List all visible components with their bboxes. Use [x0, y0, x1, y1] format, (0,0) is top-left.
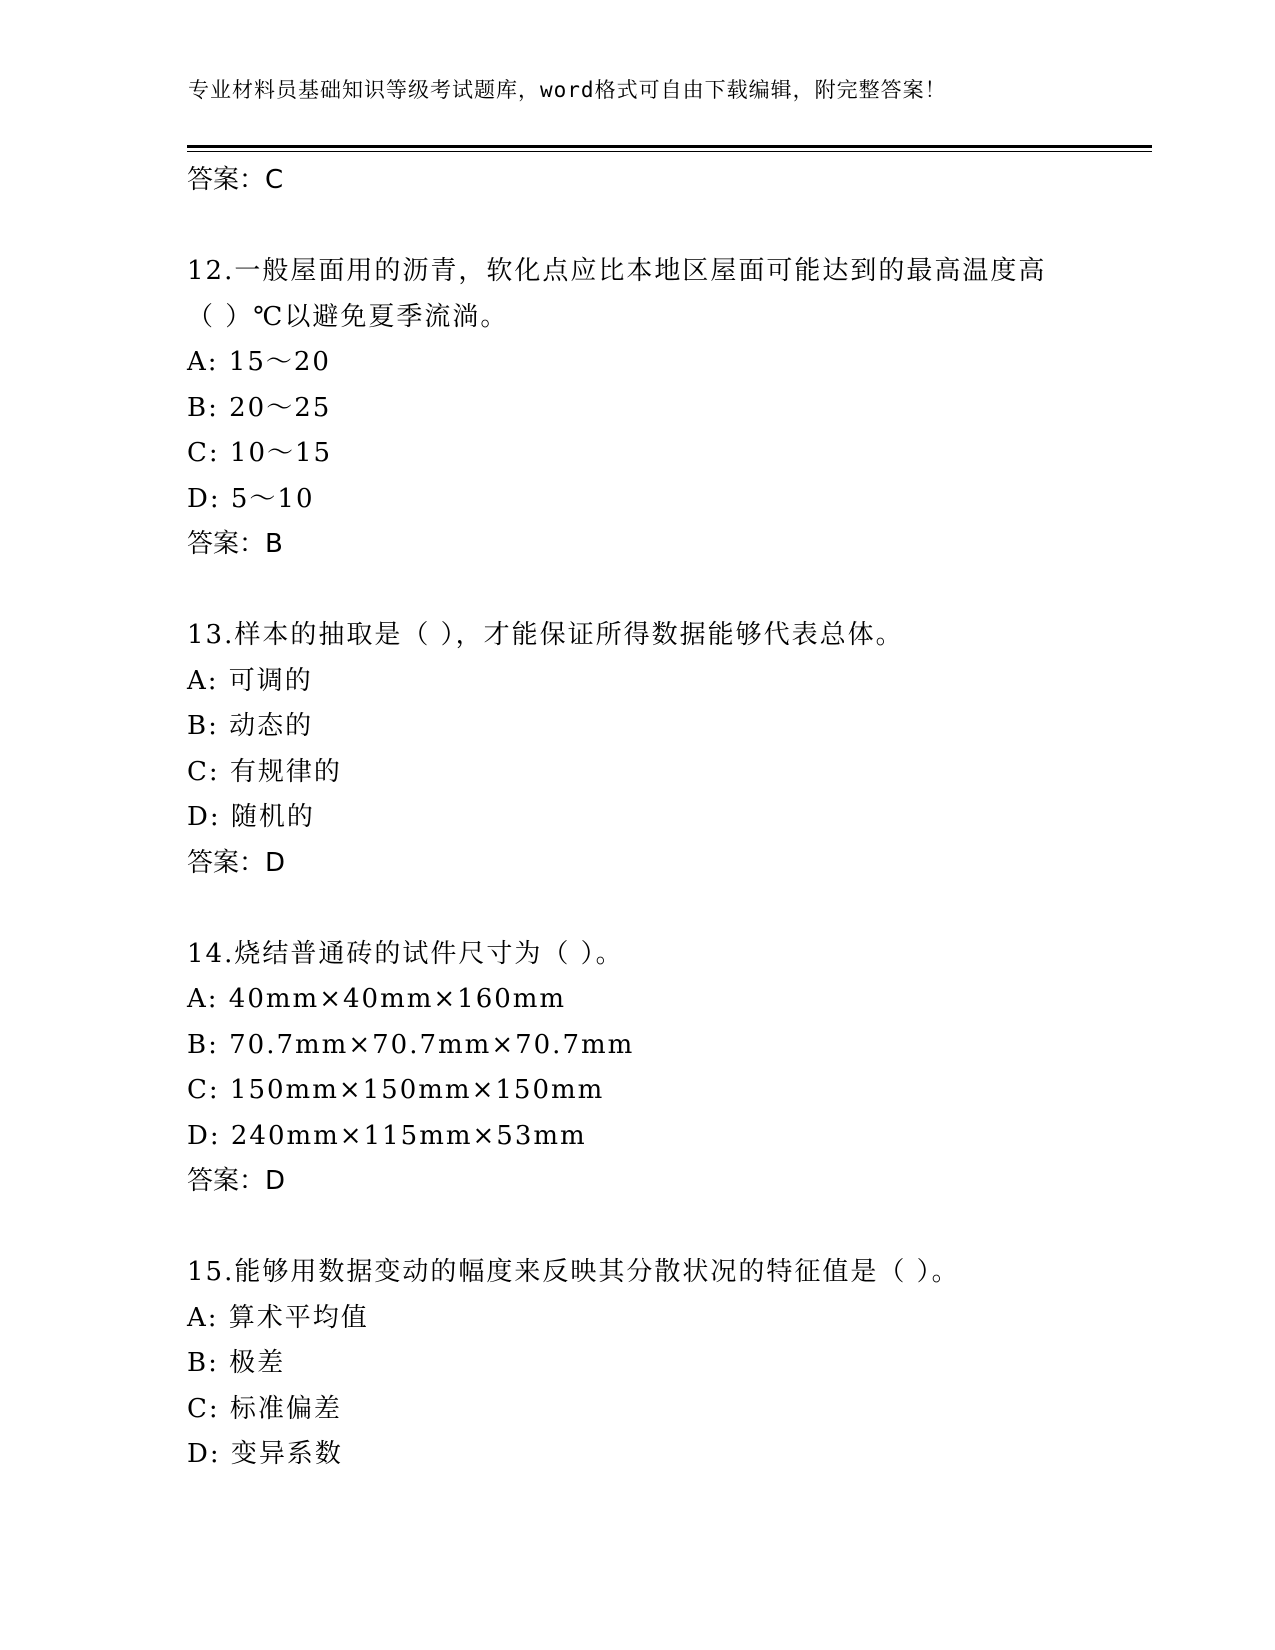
header-rule-thick — [187, 145, 1152, 148]
question-title: 14.烧结普通砖的试件尺寸为（ ）。 — [187, 938, 624, 969]
answer-label: 答案：B — [187, 529, 283, 559]
question-title-continued: （ ）℃以避免夏季流淌。 — [187, 301, 509, 332]
option-c: C: 标准偏差 — [187, 1393, 342, 1424]
option-c: C: 有规律的 — [187, 756, 342, 787]
spacer — [187, 204, 1117, 250]
option-a: A: 可调的 — [187, 665, 313, 696]
option-a: A: 算术平均值 — [187, 1302, 369, 1333]
question-list — [187, 158, 1117, 1478]
question-item — [187, 932, 1117, 1205]
spacer — [187, 886, 1117, 932]
question-item — [187, 1250, 1117, 1478]
option-c: C: 150mm×150mm×150mm — [187, 1075, 605, 1105]
page-header: 专业材料员基础知识等级考试题库，word格式可自由下载编辑，附完整答案！ — [188, 78, 947, 102]
option-a: A: 15～20 — [187, 347, 331, 377]
question-item — [187, 613, 1117, 886]
answer-label: 答案：D — [187, 847, 286, 878]
spacer — [187, 568, 1117, 614]
option-b: B: 极差 — [187, 1348, 286, 1378]
question-title: 13.样本的抽取是（ ），才能保证所得数据能够代表总体。 — [187, 620, 904, 650]
answer-label: 答案：D — [187, 1166, 286, 1196]
option-b: B: 20～25 — [187, 392, 332, 423]
question-title: 15.能够用数据变动的幅度来反映其分散状况的特征值是（ ）。 — [187, 1257, 960, 1287]
option-a: A: 40mm×40mm×160mm — [187, 984, 567, 1014]
option-d: D: 240mm×115mm×53mm — [187, 1120, 587, 1151]
option-d: D: 5～10 — [187, 483, 315, 514]
option-c: C: 10～15 — [187, 438, 333, 468]
option-b: B: 动态的 — [187, 711, 314, 741]
header-rule-thin — [187, 151, 1152, 152]
option-d: D: 随机的 — [187, 802, 315, 832]
answer-label: 答案：C — [187, 165, 284, 195]
option-b: B: 70.7mm×70.7mm×70.7mm — [187, 1029, 635, 1060]
option-d: D: 变异系数 — [187, 1439, 343, 1469]
question-item — [187, 249, 1117, 568]
spacer — [187, 1205, 1117, 1251]
question-title: 12.一般屋面用的沥青，软化点应比本地区屋面可能达到的最高温度高 — [187, 256, 1047, 286]
